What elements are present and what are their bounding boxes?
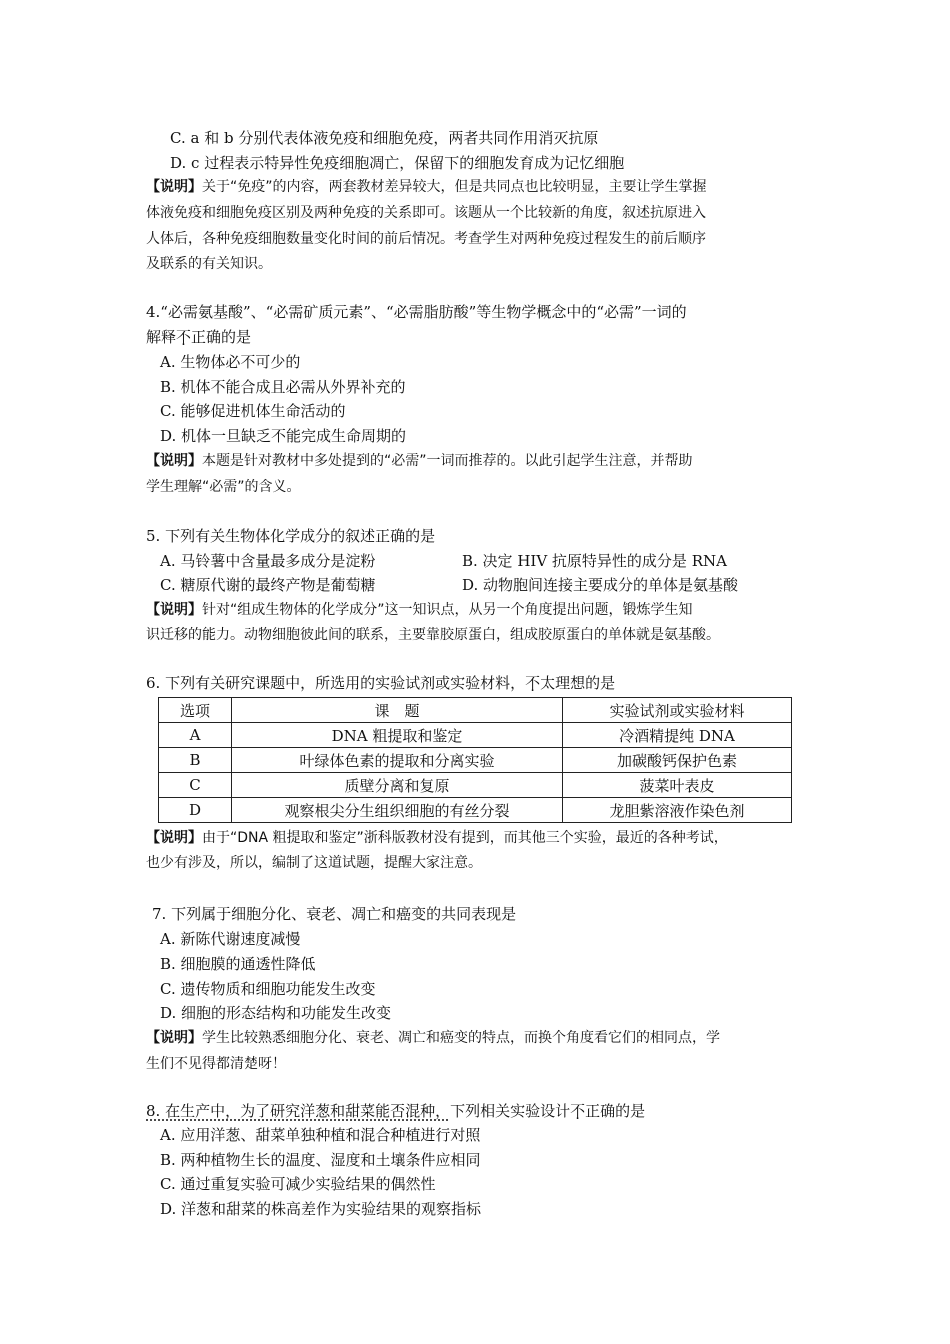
q5-stem: 5. 下列有关生物体化学成分的叙述正确的是 (146, 527, 436, 545)
table-cell: B (159, 748, 232, 773)
emphasis-dot-char: 不 (570, 1102, 586, 1120)
stem-text: 正确的是 (585, 1102, 646, 1120)
q8-option-a: A. 应用洋葱、甜菜单独种植和混合种植进行对照 (160, 1126, 481, 1144)
explanation-tag: 【说明】 (146, 453, 202, 469)
stem-text: 太理想的是 (540, 674, 616, 692)
q4-option-b: B. 机体不能合成且必需从外界补充的 (160, 378, 406, 396)
q4-option-d: D. 机体一旦缺乏不能完成生命周期的 (160, 427, 407, 445)
header-cell: 课 题 (232, 698, 563, 723)
stem-text: 正确的是 (191, 328, 252, 346)
experiment-table (158, 697, 792, 823)
q5-explanation-line-2: 识迁移的能力。动物细胞彼此间的联系，主要靠胶原蛋白，组成胶原蛋白的单体就是氨基酸。 (146, 627, 720, 643)
table-cell: 加碳酸钙保护色素 (563, 748, 792, 773)
explanation-text: 由于“DNA 粗提取和鉴定”浙科版教材没有提到，而其他三个实验，最近的各种考试， (202, 830, 728, 846)
header-cell: 实验试剂或实验材料 (563, 698, 792, 723)
q4-stem-line-2 (146, 326, 251, 348)
stem-text: 6. 下列有关研究课题中，所选用的实验试剂或实验材料， (146, 674, 526, 692)
wavy-underlined-text: 8. 在生产中，为了研究洋葱和甜菜能否混种， (146, 1102, 451, 1120)
q3-option-d: D. c 过程表示特异性免疫细胞凋亡，保留下的细胞发育成为记忆细胞 (170, 154, 625, 172)
explanation-text: 学生比较熟悉细胞分化、衰老、凋亡和癌变的特点，而换个角度看它们的相同点，学 (202, 1030, 720, 1046)
explanation-tag: 【说明】 (146, 830, 202, 846)
table-row (159, 723, 792, 748)
stem-text: 下列相关实验设计 (450, 1102, 571, 1120)
q8-option-c: C. 通过重复实验可减少实验结果的偶然性 (160, 1175, 436, 1193)
header-cell: 选项 (159, 698, 232, 723)
table-row (159, 748, 792, 773)
q7-stem: 7. 下列属于细胞分化、衰老、凋亡和癌变的共同表现是 (152, 905, 517, 923)
q7-option-b: B. 细胞膜的通透性降低 (160, 955, 316, 973)
stem-text: 解释 (146, 328, 177, 346)
explanation-text: 本题是针对教材中多处提到的“必需”一词而推荐的。以此引起学生注意，并帮助 (202, 453, 693, 469)
q8-stem (146, 1100, 645, 1122)
q3-explanation-line-3: 人体后，各种免疫细胞数量变化时间的前后情况。考查学生对两种免疫过程发生的前后顺序 (146, 231, 706, 247)
q7-option-c: C. 遗传物质和细胞功能发生改变 (160, 980, 376, 998)
explanation-tag: 【说明】 (146, 602, 202, 618)
q7-explanation-line-2: 生们不见得都清楚呀！ (146, 1056, 286, 1072)
table-row (159, 798, 792, 823)
table-row (159, 773, 792, 798)
table-cell: 观察根尖分生组织细胞的有丝分裂 (232, 798, 563, 823)
table-cell: D (159, 798, 232, 823)
q5-option-c: C. 糖原代谢的最终产物是葡萄糖 (160, 576, 376, 594)
table-cell: 菠菜叶表皮 (563, 773, 792, 798)
q4-explanation-line-2: 学生理解“必需”的含义。 (146, 479, 301, 495)
table-cell: DNA 粗提取和鉴定 (232, 723, 563, 748)
table-cell: C (159, 773, 232, 798)
explanation-tag: 【说明】 (146, 1030, 202, 1046)
table-cell: 叶绿体色素的提取和分离实验 (232, 748, 563, 773)
q7-explanation-line-1 (146, 1027, 720, 1049)
q5-explanation-line-1 (146, 599, 693, 621)
q4-explanation-line-1 (146, 450, 693, 472)
q3-explanation-line-2: 体液免疫和细胞免疫区别及两种免疫的关系即可。该题从一个比较新的角度，叙述抗原进入 (146, 205, 706, 221)
explanation-text: 针对“组成生物体的化学成分”这一知识点，从另一个角度提出问题，锻炼学生知 (202, 602, 693, 618)
q5-option-b: B. 决定 HIV 抗原特异性的成分是 RNA (462, 552, 727, 570)
q8-option-b: B. 两种植物生长的温度、湿度和土壤条件应相同 (160, 1151, 481, 1169)
q4-stem-line-1: 4.“必需氨基酸”、“必需矿质元素”、“必需脂肪酸”等生物学概念中的“必需”一词的 (146, 303, 687, 321)
q5-option-a: A. 马铃薯中含量最多成分是淀粉 (160, 552, 376, 570)
table-cell: 龙胆紫溶液作染色剂 (563, 798, 792, 823)
table-cell: 冷酒精提纯 DNA (563, 723, 792, 748)
q3-explanation-line-1 (146, 176, 707, 198)
q7-option-d: D. 细胞的形态结构和功能发生改变 (160, 1004, 392, 1022)
explanation-tag: 【说明】 (146, 179, 202, 195)
explanation-text: 关于“免疫”的内容，两套教材差异较大，但是共同点也比较明显，主要让学生掌握 (202, 179, 707, 195)
q8-option-d: D. 洋葱和甜菜的株高差作为实验结果的观察指标 (160, 1200, 482, 1218)
table-header-row (159, 698, 792, 723)
q4-option-c: C. 能够促进机体生命活动的 (160, 402, 346, 420)
q3-option-c: C. a 和 b 分别代表体液免疫和细胞免疫，两者共同作用消灭抗原 (170, 129, 599, 147)
table-cell: 质壁分离和复原 (232, 773, 563, 798)
q5-option-d: D. 动物胞间连接主要成分的单体是氨基酸 (462, 576, 739, 594)
q3-explanation-line-4: 及联系的有关知识。 (146, 256, 272, 272)
q6-explanation-line-2: 也少有涉及，所以，编制了这道试题，提醒大家注意。 (146, 855, 482, 871)
q6-explanation-line-1 (146, 827, 728, 849)
q7-option-a: A. 新陈代谢速度减慢 (160, 930, 301, 948)
q6-stem (146, 672, 615, 694)
emphasis-dot-char: 不 (525, 674, 541, 692)
emphasis-dot-char: 不 (176, 328, 192, 346)
table-cell: A (159, 723, 232, 748)
q4-option-a: A. 生物体必不可少的 (160, 353, 301, 371)
